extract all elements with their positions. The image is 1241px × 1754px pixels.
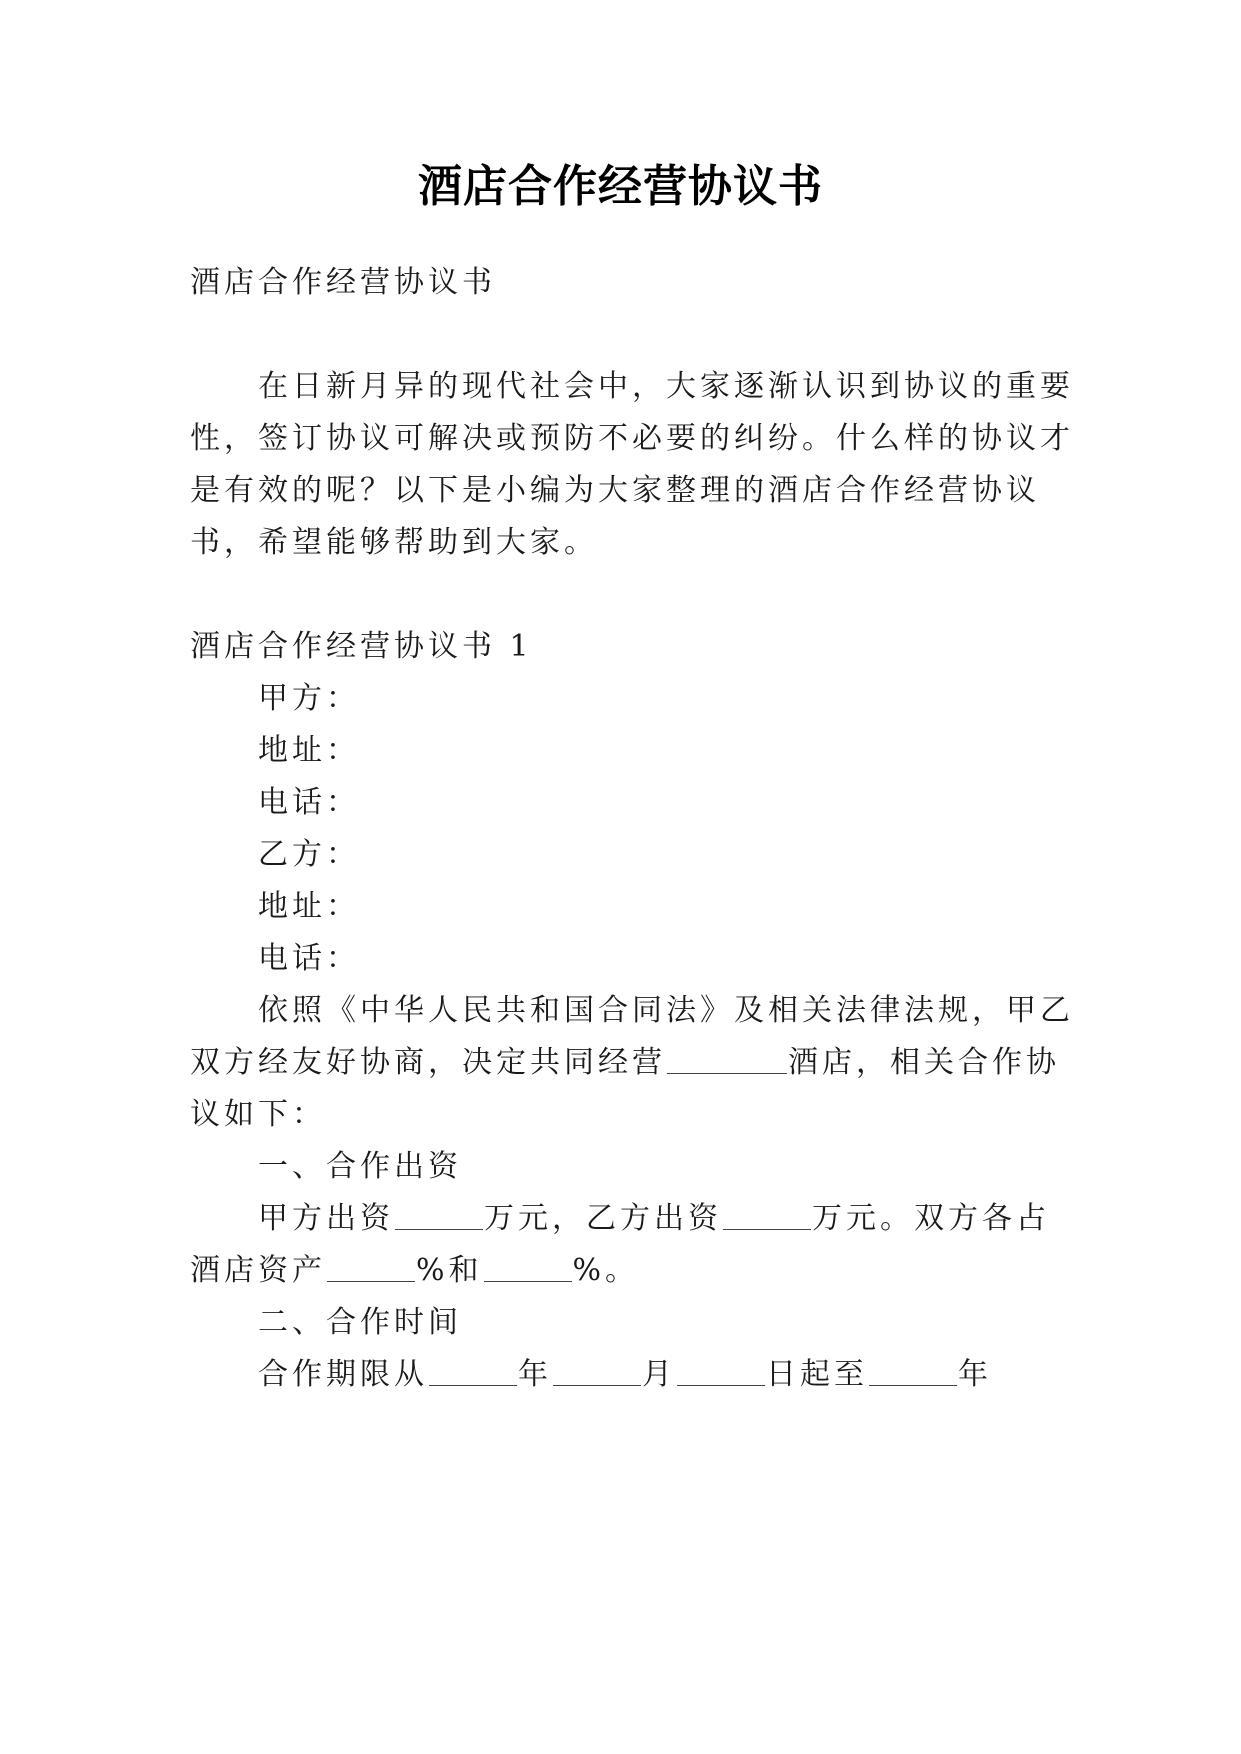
party-b-share-blank xyxy=(484,1280,572,1282)
clause-2-line-1 xyxy=(258,1355,1138,1395)
clause-2-text-c: 月 xyxy=(642,1357,676,1392)
party-a-address-label: 地址： xyxy=(258,733,360,768)
end-year-blank xyxy=(869,1384,957,1386)
clause-1-text-a: 甲方出资 xyxy=(258,1201,394,1236)
basis-line-2-a: 双方经友好协商，决定共同经营 xyxy=(190,1045,666,1080)
clause-1-text-b: 万元，乙方出资 xyxy=(484,1201,722,1236)
document-title: 酒店合作经营协议书 xyxy=(418,161,823,212)
intro-line-2: 性，签订协议可解决或预防不必要的纠纷。什么样的协议才 xyxy=(190,421,1074,456)
document-subtitle: 酒店合作经营协议书 xyxy=(190,265,496,300)
party-a-share-blank xyxy=(327,1280,415,1282)
clause-1-line-2 xyxy=(190,1251,1070,1291)
clause-2-text-d: 日起至 xyxy=(766,1357,868,1392)
clause-1-text-d: 酒店资产 xyxy=(190,1253,326,1288)
basis-line-2 xyxy=(190,1043,1070,1083)
clause-2-text-a: 合作期限从 xyxy=(258,1357,428,1392)
basis-line-3: 议如下： xyxy=(190,1097,326,1132)
clause-1-text-e: %和 xyxy=(416,1253,483,1288)
party-b-investment-blank xyxy=(723,1228,811,1230)
clause-1-text-f: %。 xyxy=(572,1253,640,1288)
clause-1-text-c: 万元。双方各占 xyxy=(812,1201,1050,1236)
hotel-name-blank xyxy=(667,1072,787,1074)
intro-line-1: 在日新月异的现代社会中，大家逐渐认识到协议的重要 xyxy=(258,369,1074,404)
start-day-blank xyxy=(677,1384,765,1386)
clause-2-heading: 二、合作时间 xyxy=(258,1305,462,1340)
start-month-blank xyxy=(553,1384,641,1386)
party-b-label: 乙方： xyxy=(258,837,360,872)
party-a-investment-blank xyxy=(395,1228,483,1230)
party-b-address-label: 地址： xyxy=(258,889,360,924)
clause-1-heading: 一、合作出资 xyxy=(258,1149,462,1184)
party-b-phone-label: 电话： xyxy=(258,941,360,976)
clause-1-line-1 xyxy=(258,1199,1138,1239)
basis-line-1: 依照《中华人民共和国合同法》及相关法律法规，甲乙 xyxy=(258,993,1074,1028)
start-year-blank xyxy=(429,1384,517,1386)
clause-2-text-e: 年 xyxy=(958,1357,992,1392)
intro-line-3: 是有效的呢？以下是小编为大家整理的酒店合作经营协议 xyxy=(190,473,1040,508)
party-a-phone-label: 电话： xyxy=(258,785,360,820)
clause-2-text-b: 年 xyxy=(518,1357,552,1392)
intro-line-4: 书，希望能够帮助到大家。 xyxy=(190,525,598,560)
basis-line-2-b: 酒店，相关合作协 xyxy=(788,1045,1060,1080)
party-a-label: 甲方： xyxy=(258,681,360,716)
section-heading: 酒店合作经营协议书 1 xyxy=(190,629,533,664)
